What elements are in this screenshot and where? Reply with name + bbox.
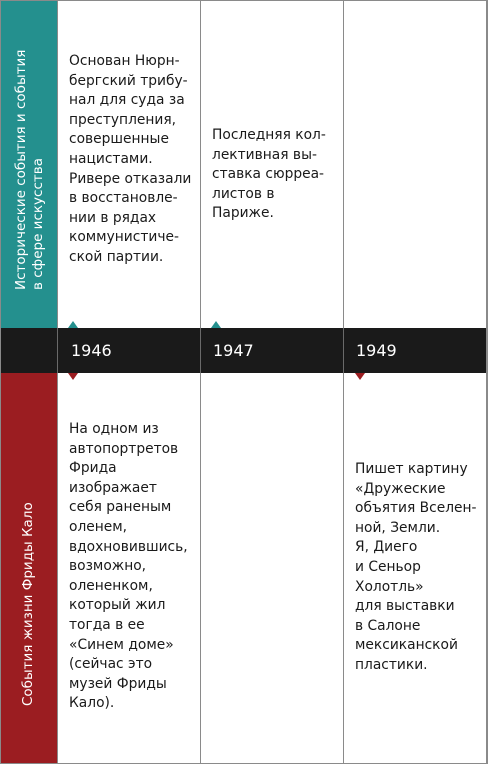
column-divider-3-lower	[343, 373, 344, 764]
frida-event-1949: Пишет картину «Дружеские объятия Вселен- ной, Земли. Я, Диего и Сеньор Холотль» для выставки в Салоне мексиканской пластики.	[355, 461, 477, 673]
year-1947: 1947	[213, 341, 254, 360]
history-event-1947: Последняя кол- лективная вы- ставка сюрреа- листов в Париже.	[212, 127, 326, 222]
column-divider-right	[486, 0, 487, 764]
history-marker-1946	[68, 321, 78, 328]
history-category-label: Исторические события и события в сфере искусства	[13, 49, 46, 290]
frida-marker-1946	[68, 373, 78, 380]
column-divider-2	[200, 0, 201, 328]
column-divider-1	[57, 0, 58, 328]
column-divider-1-lower	[57, 373, 58, 764]
column-divider-3	[343, 0, 344, 328]
column-divider-2-lower	[200, 373, 201, 764]
bar-divider-1	[57, 328, 58, 373]
bar-divider-2	[200, 328, 201, 373]
frida-marker-1949	[355, 373, 365, 380]
history-event-1946: Основан Нюрн- бергский трибу- нал для суда за преступления, совершенные нацистами. Ривере отказали в восстановле- нии в рядах коммунистиче- ской партии.	[69, 53, 192, 265]
bar-divider-3	[343, 328, 344, 373]
history-marker-1947	[211, 321, 221, 328]
frida-category-label: События жизни Фриды Кало	[20, 502, 36, 706]
year-1949: 1949	[356, 341, 397, 360]
frida-event-1946: На одном из автопортретов Фрида изображает себя раненым оленем, вдохновившись, возможно, олененком, который жил тогда в ее «Синем доме» (сейчас это музей Фриды Кало).	[69, 421, 188, 712]
year-1946: 1946	[71, 341, 112, 360]
